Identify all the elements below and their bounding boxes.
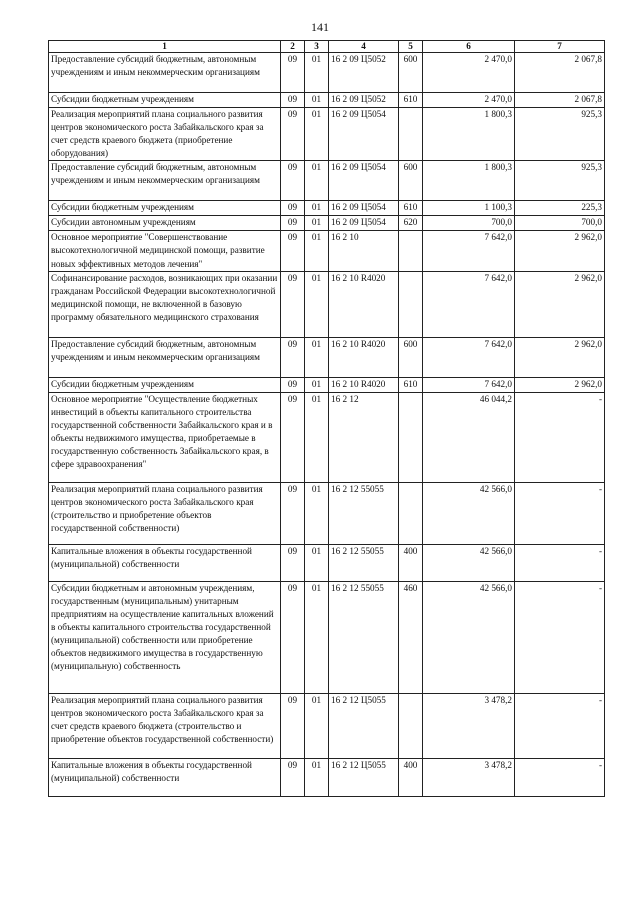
row-section: 09 — [281, 544, 305, 581]
row-name: Основное мероприятие "Совершенствование высокотехнологичной медицинской помощи, развитие новых эффективных методов лечения" — [49, 231, 281, 271]
row-name: Реализация мероприятий плана социального развития центров экономического роста Забайкальского края за счет средств краевого бюджета (строительство и приобретение объектов государственной собственности) — [49, 693, 281, 758]
row-target-item: 16 2 09 Ц5054 — [329, 216, 399, 231]
row-expense-type: 610 — [399, 377, 423, 392]
row-name: Предоставление субсидий бюджетным, автономным учреждениям и иным некоммерческим организациям — [49, 161, 281, 201]
row-expense-type: 610 — [399, 201, 423, 216]
table-row — [49, 161, 605, 201]
row-name: Капитальные вложения в объекты государственной (муниципальной) собственности — [49, 758, 281, 796]
row-expense-type — [399, 693, 423, 758]
row-value-col7: - — [515, 693, 605, 758]
column-header: 5 — [399, 41, 423, 53]
row-subsection: 01 — [305, 544, 329, 581]
row-section: 09 — [281, 93, 305, 108]
row-subsection: 01 — [305, 337, 329, 377]
row-subsection: 01 — [305, 581, 329, 693]
table-row — [49, 544, 605, 581]
table-row — [49, 392, 605, 482]
row-target-item: 16 2 09 Ц5054 — [329, 161, 399, 201]
row-name: Субсидии бюджетным учреждениям — [49, 201, 281, 216]
row-name: Субсидии бюджетным и автономным учреждениям, государственным (муниципальным) унитарным предприятиям на осуществление капитальных вложений в объекты капитального строительства государственной (муниципальной) собственности или приобретение объектов недвижимого имущества в государственную (муниципальную) собственность — [49, 581, 281, 693]
table-row — [49, 271, 605, 337]
row-subsection: 01 — [305, 161, 329, 201]
row-value-col7: 2 962,0 — [515, 377, 605, 392]
row-subsection: 01 — [305, 231, 329, 271]
row-value-col7: 700,0 — [515, 216, 605, 231]
row-name: Предоставление субсидий бюджетным, автономным учреждениям и иным некоммерческим организациям — [49, 53, 281, 93]
row-name: Софинансирование расходов, возникающих при оказании гражданам Российской Федерации высокотехнологичной медицинской помощи, не включенной в базовую программу обязательного медицинского страхования — [49, 271, 281, 337]
row-name: Предоставление субсидий бюджетным, автономным учреждениям и иным некоммерческим организациям — [49, 337, 281, 377]
row-section: 09 — [281, 392, 305, 482]
row-subsection: 01 — [305, 758, 329, 796]
row-value-col6: 1 100,3 — [423, 201, 515, 216]
table-row — [49, 231, 605, 271]
column-header: 6 — [423, 41, 515, 53]
table-row — [49, 693, 605, 758]
row-value-col6: 46 044,2 — [423, 392, 515, 482]
row-value-col6: 42 566,0 — [423, 482, 515, 544]
row-name: Основное мероприятие "Осуществление бюджетных инвестиций в объекты капитального строительства государственной собственности Забайкальского края и в объекты недвижимого имущества, приобретаемые в государственную собственность Забайкальского края, в сфере здравоохранения" — [49, 392, 281, 482]
row-value-col7: - — [515, 758, 605, 796]
row-target-item: 16 2 09 Ц5052 — [329, 53, 399, 93]
row-target-item: 16 2 09 Ц5052 — [329, 93, 399, 108]
row-name: Капитальные вложения в объекты государственной (муниципальной) собственности — [49, 544, 281, 581]
column-header: 3 — [305, 41, 329, 53]
row-value-col6: 3 478,2 — [423, 693, 515, 758]
row-name: Субсидии автономным учреждениям — [49, 216, 281, 231]
row-section: 09 — [281, 161, 305, 201]
row-section: 09 — [281, 581, 305, 693]
row-section: 09 — [281, 231, 305, 271]
row-expense-type: 400 — [399, 758, 423, 796]
row-value-col6: 7 642,0 — [423, 337, 515, 377]
table-header — [49, 41, 605, 53]
row-value-col6: 2 470,0 — [423, 93, 515, 108]
row-expense-type — [399, 392, 423, 482]
row-subsection: 01 — [305, 392, 329, 482]
table-row — [49, 93, 605, 108]
row-value-col6: 1 800,3 — [423, 108, 515, 161]
row-expense-type: 610 — [399, 93, 423, 108]
row-expense-type — [399, 231, 423, 271]
table-row — [49, 201, 605, 216]
row-subsection: 01 — [305, 93, 329, 108]
row-expense-type: 460 — [399, 581, 423, 693]
row-value-col6: 1 800,3 — [423, 161, 515, 201]
row-value-col6: 7 642,0 — [423, 377, 515, 392]
row-name: Субсидии бюджетным учреждениям — [49, 377, 281, 392]
row-name: Субсидии бюджетным учреждениям — [49, 93, 281, 108]
row-value-col7: 2 962,0 — [515, 271, 605, 337]
row-subsection: 01 — [305, 482, 329, 544]
row-target-item: 16 2 12 — [329, 392, 399, 482]
row-target-item: 16 2 09 Ц5054 — [329, 201, 399, 216]
row-value-col6: 2 470,0 — [423, 53, 515, 93]
table-row — [49, 53, 605, 93]
column-header: 2 — [281, 41, 305, 53]
row-value-col6: 42 566,0 — [423, 581, 515, 693]
row-section: 09 — [281, 201, 305, 216]
row-expense-type: 600 — [399, 53, 423, 93]
row-value-col7: 2 962,0 — [515, 337, 605, 377]
row-value-col7: 225,3 — [515, 201, 605, 216]
row-target-item: 16 2 12 55055 — [329, 482, 399, 544]
row-value-col7: 925,3 — [515, 161, 605, 201]
row-name: Реализация мероприятий плана социального развития центров экономического роста Забайкальского края (строительство и приобретение объектов государственной собственности) — [49, 482, 281, 544]
row-section: 09 — [281, 53, 305, 93]
row-value-col7: - — [515, 482, 605, 544]
row-value-col6: 7 642,0 — [423, 231, 515, 271]
column-header: 7 — [515, 41, 605, 53]
row-target-item: 16 2 12 Ц5055 — [329, 693, 399, 758]
row-value-col7: 925,3 — [515, 108, 605, 161]
row-expense-type: 400 — [399, 544, 423, 581]
budget-table — [48, 40, 605, 797]
row-target-item: 16 2 10 R4020 — [329, 377, 399, 392]
row-name: Реализация мероприятий плана социального развития центров экономического роста Забайкальского края за счет средств краевого бюджета (приобретение оборудования) — [49, 108, 281, 161]
row-subsection: 01 — [305, 216, 329, 231]
row-section: 09 — [281, 271, 305, 337]
table-row — [49, 758, 605, 796]
row-subsection: 01 — [305, 108, 329, 161]
column-header: 4 — [329, 41, 399, 53]
table-row — [49, 216, 605, 231]
row-expense-type — [399, 482, 423, 544]
row-value-col7: 2 962,0 — [515, 231, 605, 271]
row-section: 09 — [281, 216, 305, 231]
row-value-col6: 700,0 — [423, 216, 515, 231]
row-target-item: 16 2 12 55055 — [329, 581, 399, 693]
row-target-item: 16 2 12 Ц5055 — [329, 758, 399, 796]
row-value-col7: - — [515, 581, 605, 693]
row-section: 09 — [281, 693, 305, 758]
row-value-col6: 3 478,2 — [423, 758, 515, 796]
table-row — [49, 581, 605, 693]
row-subsection: 01 — [305, 201, 329, 216]
row-target-item: 16 2 12 55055 — [329, 544, 399, 581]
row-value-col7: 2 067,8 — [515, 53, 605, 93]
page-number: 141 — [311, 20, 329, 34]
row-subsection: 01 — [305, 693, 329, 758]
row-expense-type — [399, 108, 423, 161]
row-value-col7: - — [515, 392, 605, 482]
table-row — [49, 108, 605, 161]
row-value-col6: 7 642,0 — [423, 271, 515, 337]
row-value-col7: - — [515, 544, 605, 581]
row-subsection: 01 — [305, 377, 329, 392]
row-value-col6: 42 566,0 — [423, 544, 515, 581]
row-target-item: 16 2 10 R4020 — [329, 337, 399, 377]
table-row — [49, 377, 605, 392]
table-row — [49, 337, 605, 377]
row-section: 09 — [281, 337, 305, 377]
row-section: 09 — [281, 377, 305, 392]
row-expense-type: 620 — [399, 216, 423, 231]
row-target-item: 16 2 10 R4020 — [329, 271, 399, 337]
row-target-item: 16 2 09 Ц5054 — [329, 108, 399, 161]
row-section: 09 — [281, 482, 305, 544]
row-expense-type — [399, 271, 423, 337]
row-section: 09 — [281, 758, 305, 796]
row-subsection: 01 — [305, 53, 329, 93]
row-expense-type: 600 — [399, 161, 423, 201]
column-header: 1 — [49, 41, 281, 53]
row-subsection: 01 — [305, 271, 329, 337]
table-row — [49, 482, 605, 544]
row-target-item: 16 2 10 — [329, 231, 399, 271]
row-value-col7: 2 067,8 — [515, 93, 605, 108]
row-expense-type: 600 — [399, 337, 423, 377]
row-section: 09 — [281, 108, 305, 161]
